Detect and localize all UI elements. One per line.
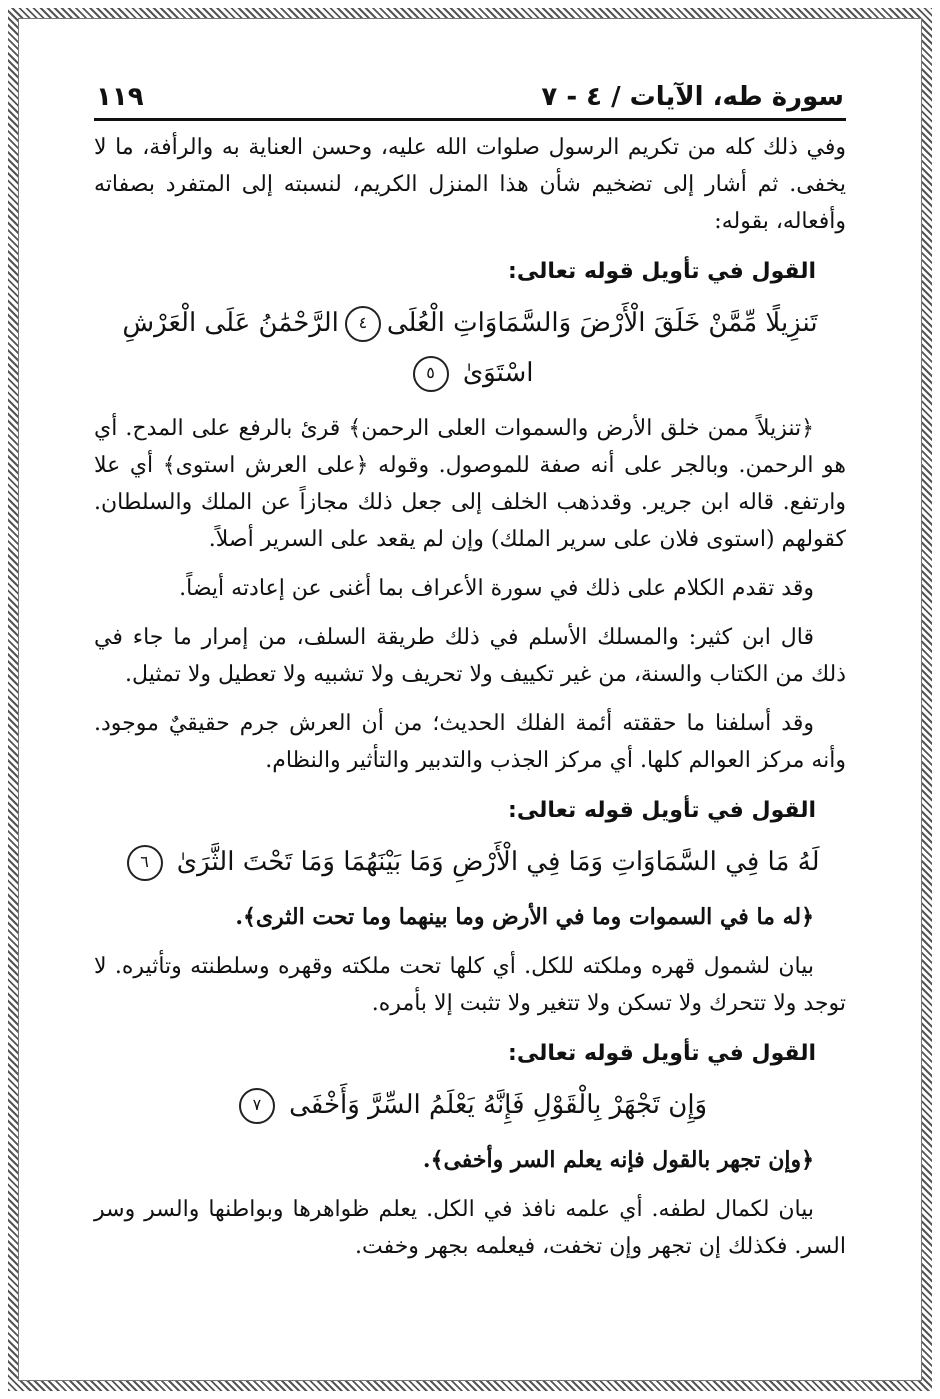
ayah-number-marker: ٤ — [345, 306, 381, 342]
commentary-paragraph: بيان لشمول قهره وملكته للكل. أي كلها تحت ملكته وقهره وسلطنته وتأثيره. لا توجد ولا تتحرك ولا تسكن ولا تتغير ولا تثبت إلا بأمره. — [94, 954, 846, 1016]
section-heading-2: القول في تأويل قوله تعالى: — [508, 798, 816, 823]
ayah-number-marker: ٦ — [127, 845, 163, 881]
page-header — [94, 62, 846, 121]
surah-title: سورة طه، الآيات / ٤ - ٧ — [541, 82, 844, 112]
commentary-paragraph: ﴿تنزيلاً ممن خلق الأرض والسموات العلى الرحمن﴾ قرئ بالرفع على المدح. أي هو الرحمن. وبالجر على أنه صفة للموصول. وقوله ﴿على العرش استوى﴾ أي علا وارتفع. قاله ابن جرير. وقدذهب الخلف إلى جعل ذلك مجازاً عن الملك والسلطان. كقولهم (استوى فلان على سرير الملك) وإن لم يقعد على السرير أصلاً. — [94, 416, 846, 552]
section-heading-1: القول في تأويل قوله تعالى: — [508, 259, 816, 284]
commentary-paragraph: وقد أسلفنا ما حققته أئمة الفلك الحديث؛ من أن العرش جرم حقيقيٌ موجود. وأنه مركز العوالم كلها. أي مركز الجذب والتدبير والتأثير والنظام. — [94, 711, 846, 773]
quoted-verse: ﴿وإن تجهر بالقول فإنه يعلم السر وأخفى﴾. — [422, 1147, 814, 1173]
quoted-verse: ﴿له ما في السموات وما في الأرض وما بينهما وما تحت الثرى﴾. — [235, 904, 814, 930]
verse-3 — [94, 1080, 846, 1130]
ayah-number-marker: ٥ — [413, 356, 449, 392]
commentary-paragraph: قال ابن كثير: والمسلك الأسلم في ذلك طريقة السلف، من إمرار ما جاء في ذلك من الكتاب والسنة، من غير تكييف ولا تحريف ولا تشبيه ولا تعطيل ولا تمثيل. — [94, 625, 846, 687]
commentary-paragraph: بيان لكمال لطفه. أي علمه نافذ في الكل. يعلم ظواهرها وبواطنها والسر وسر السر. فكذلك إن تجهر وإن تخفت، فيعلمه بجهر وخفت. — [94, 1197, 846, 1259]
verse-text — [122, 308, 817, 388]
verse-2 — [94, 837, 846, 887]
verse-text: وَإِن تَجْهَرْ بِالْقَوْلِ فَإِنَّهُ يَعْلَمُ السِّرَّ وَأَخْفَى — [289, 1090, 708, 1120]
verse-text-part: الرَّحْمَٰنُ عَلَى الْعَرْشِ اسْتَوَىٰ — [122, 308, 534, 388]
page-number: ١١٩ — [96, 82, 144, 112]
ayah-number-marker: ٧ — [239, 1088, 275, 1124]
verse-text: لَهُ مَا فِي السَّمَاوَاتِ وَمَا فِي الْأَرْضِ وَمَا بَيْنَهُمَا وَمَا تَحْتَ الثَّرَىٰ — [176, 847, 820, 877]
commentary-paragraph: وقد تقدم الكلام على ذلك في سورة الأعراف بما أغنى عن إعادته أيضاً. — [179, 576, 814, 601]
verse-1 — [94, 298, 846, 398]
section-heading-3: القول في تأويل قوله تعالى: — [508, 1041, 816, 1066]
page-content — [94, 62, 846, 1352]
intro-paragraph: وفي ذلك كله من تكريم الرسول صلوات الله عليه، وحسن العناية به والرأفة، ما لا يخفى. ثم أشار إلى تضخيم شأن هذا المنزل الكريم، لنسبته إلى المتفرد بصفاته وأفعاله، بقوله: — [94, 135, 846, 234]
verse-text-part: تَنزِيلًا مِّمَّنْ خَلَقَ الْأَرْضَ وَالسَّمَاوَاتِ الْعُلَى — [386, 308, 818, 338]
